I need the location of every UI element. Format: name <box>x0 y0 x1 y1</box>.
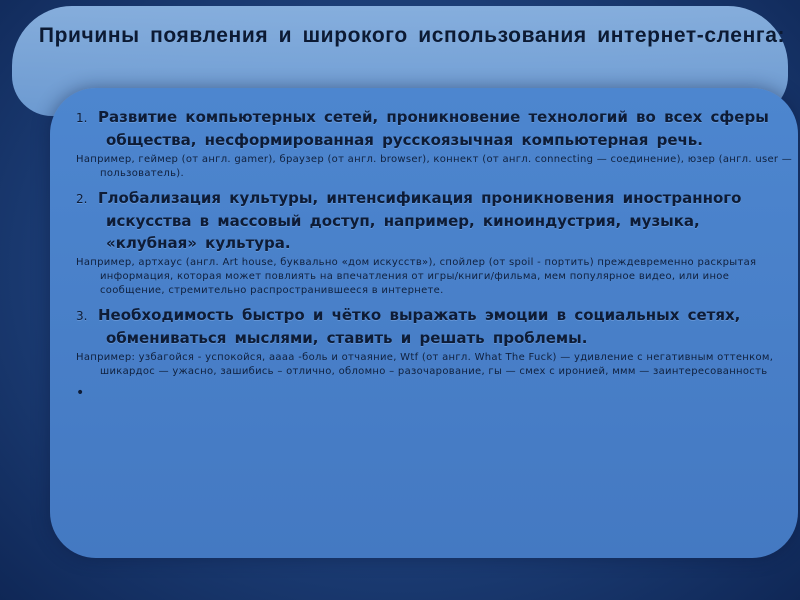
point-3-example: Например: узбагойся - успокойся, аааа -боль и отчаяние, Wtf (от англ. What The Fuck) — удивление с негативным оттенком, шикардос — ужасно, зашибись – отлично, обломно – разочарование, гы — смех с иронией, ммм — заинтересованность <box>76 352 774 377</box>
point-1-example: Например, геймер (от англ. gamer), браузер (от англ. browser), коннект (от англ. connecting — соединение), юзер (англ. user — пользователь). <box>76 154 793 179</box>
point-2 <box>76 187 794 254</box>
point-2-example: Например, артхаус (англ. Art house, буквально «дом искусств»), спойлер (от spoil - портить) преждевременно раскрытая информация, которая может повлиять на впечатления от игры/книги/фильма, мем популярное видео, или иное сообщение, стремительно распространившееся в интернете. <box>76 257 757 296</box>
point-3-text: Необходимость быстро и чётко выражать эмоции в социальных сетях, обмениваться мыслями, ставить и решать проблемы. <box>98 306 741 347</box>
point-3-number: 3. <box>76 309 88 323</box>
point-2-number: 2. <box>76 192 88 206</box>
point-3 <box>76 304 794 349</box>
point-1 <box>76 106 794 151</box>
empty-bullet: • <box>76 385 85 401</box>
slide-title: Причины появления и широкого использования интернет-сленга: <box>38 24 786 47</box>
point-1-text: Развитие компьютерных сетей, проникновение технологий во всех сферы общества, несформированная русскоязычная компьютерная речь. <box>98 108 769 149</box>
point-1-number: 1. <box>76 111 88 125</box>
slide-body <box>76 106 794 401</box>
point-2-text: Глобализация культуры, интенсификация проникновения иностранного искусства в массовый доступ, например, киноиндустрия, музыка, «клубная» культура. <box>98 189 742 252</box>
